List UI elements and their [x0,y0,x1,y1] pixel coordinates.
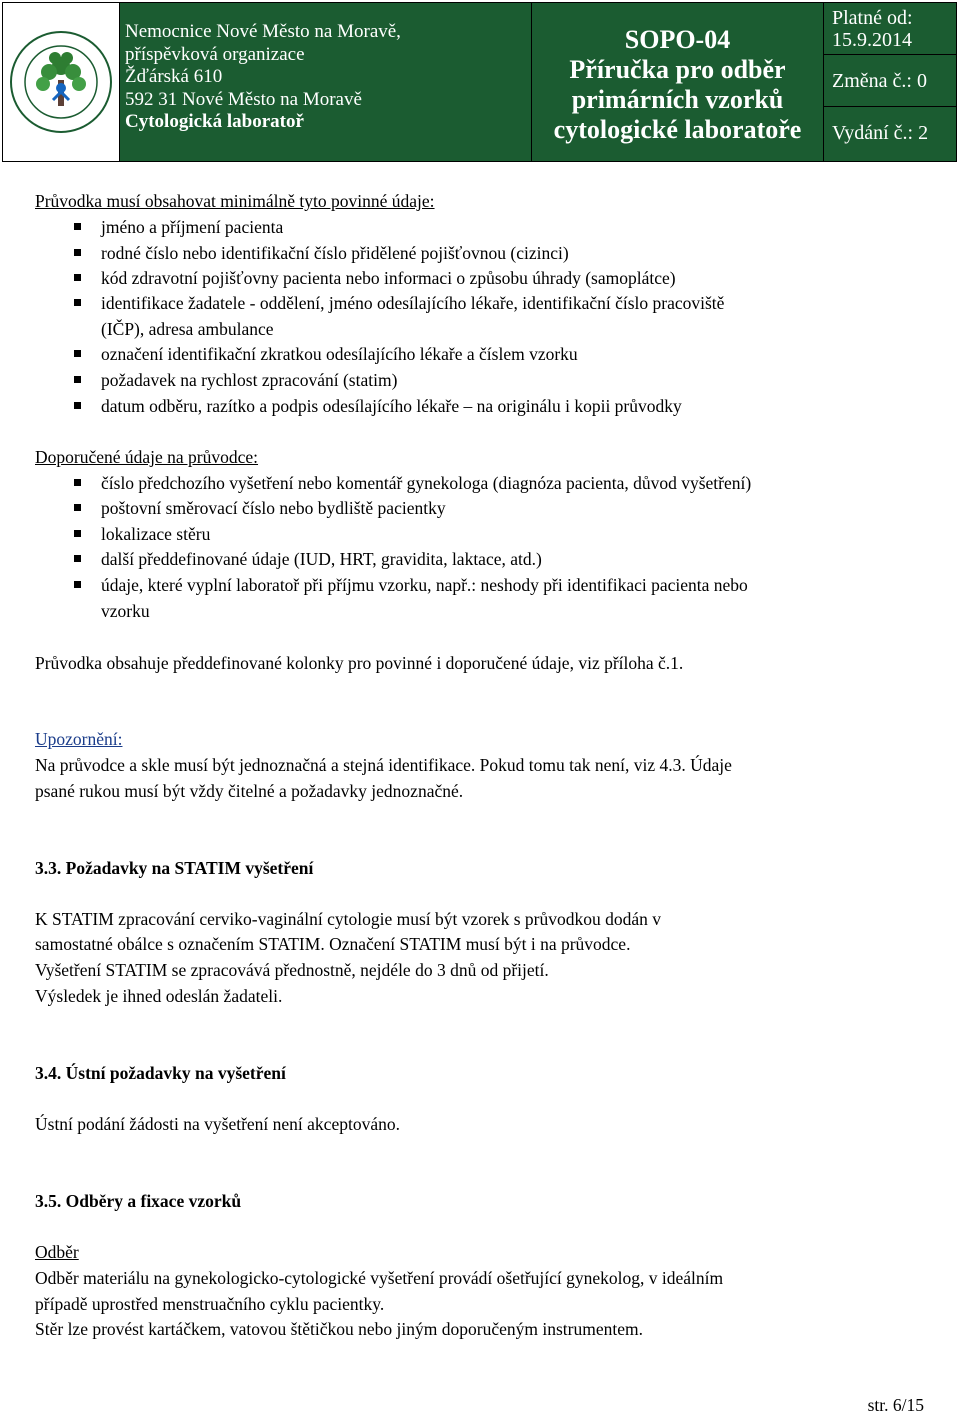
required-heading: Průvodka musí obsahovat minimálně tyto povinné údaje: [35,191,435,211]
list-item-continuation: (IČP), adresa ambulance [101,319,274,339]
warning-text: Na průvodce a skle musí být jednoznačná a stejná identifikace. Pokud tomu tak není, viz 4.3. Údaje [35,755,732,775]
list-item: číslo předchozího vyšetření nebo komentář gynekologa (diagnóza pacienta, důvod vyšetření) [101,473,752,493]
document-title: Příručka pro odběr [569,55,786,84]
list-item: lokalizace stěru [101,524,211,544]
form-note: Průvodka obsahuje předdefinované kolonky pro povinné i doporučené údaje, viz příloha č.1. [35,653,684,673]
paragraph-line: případě uprostřed menstruačního cyklu pacientky. [35,1294,385,1314]
section-heading: 3.3. Požadavky na STATIM vyšetření [35,858,314,878]
document-title: primárních vzorků [571,85,784,114]
section-heading: 3.4. Ústní požadavky na vyšetření [35,1063,286,1083]
organization-block [120,3,532,161]
list-item-continuation: vzorku [101,601,150,621]
paragraph-line: Ústní podání žádosti na vyšetření není akceptováno. [35,1114,400,1134]
paragraph-line: Stěr lze provést kartáčkem, vatovou štětičkou nebo jiným doporučeným instrumentem. [35,1319,643,1339]
page-number: str. 6/15 [867,1395,924,1415]
list-item: poštovní směrovací číslo nebo bydliště pacientky [101,498,446,518]
paragraph-line: samostatné obálce s označením STATIM. Označení STATIM musí být i na průvodce. [35,934,631,954]
warning-heading: Upozornění: [35,729,123,749]
valid-from [824,3,956,55]
paragraph-line: Odběr materiálu na gynekologicko-cytologické vyšetření provádí ošetřující gynekolog, v ideálním [35,1268,724,1288]
section-heading: 3.5. Odběry a fixace vzorků [35,1191,242,1211]
document-code: SOPO-04 [624,25,731,54]
org-line: Nemocnice Nové Město na Moravě, [125,21,401,42]
list-item: jméno a příjmení pacienta [101,217,284,237]
list-item: identifikace žadatele - oddělení, jméno odesílajícího lékaře, identifikační číslo pracoviště [101,293,725,313]
document-title: cytologické laboratoře [553,115,802,144]
list-item: údaje, které vyplní laboratoř při příjmu vzorku, např.: neshody při identifikaci pacienta nebo [101,575,748,595]
recommended-heading: Doporučené údaje na průvodce: [35,447,259,467]
list-item: kód zdravotní pojišťovny pacienta nebo informaci o způsobu úhrady (samoplátce) [101,268,676,288]
list-item: rodné číslo nebo identifikační číslo přidělené pojišťovnou (cizinci) [101,243,569,263]
list-item: další předdefinované údaje (IUD, HRT, gravidita, laktace, atd.) [101,549,542,569]
subsection-heading: Odběr [35,1242,79,1262]
paragraph-line: Vyšetření STATIM se zpracovává přednostně, nejdéle do 3 dnů od přijetí. [35,960,549,980]
change-number: Změna č.: 0 [824,55,956,107]
document-code-block [532,3,824,161]
valid-date: 15.9.2014 [832,29,912,51]
department-name: Cytologická laboratoř [125,111,304,132]
valid-label: Platné od: [832,7,913,29]
list-item: požadavek na rychlost zpracování (statim) [101,370,398,390]
warning-text: psané rukou musí být vždy čitelné a požadavky jednoznačné. [35,781,464,801]
tree-logo-icon [9,30,114,135]
org-line: 592 31 Nové Město na Moravě [125,88,362,110]
list-item: označení identifikační zkratkou odesílajícího lékaře a číslem vzorku [101,344,578,364]
edition-number: Vydání č.: 2 [824,107,956,161]
document-header [2,2,957,162]
paragraph-line: Výsledek je ihned odeslán žadateli. [35,986,283,1006]
document-meta [824,3,956,161]
list-item: datum odběru, razítko a podpis odesílajícího lékaře – na originálu i kopii průvodky [101,396,682,416]
paragraph-line: K STATIM zpracování cerviko-vaginální cytologie musí být vzorek s průvodkou dodán v [35,909,662,929]
org-line: příspěvková organizace [125,43,305,65]
org-line: Žďárská 610 [125,66,223,87]
hospital-logo [3,3,120,161]
